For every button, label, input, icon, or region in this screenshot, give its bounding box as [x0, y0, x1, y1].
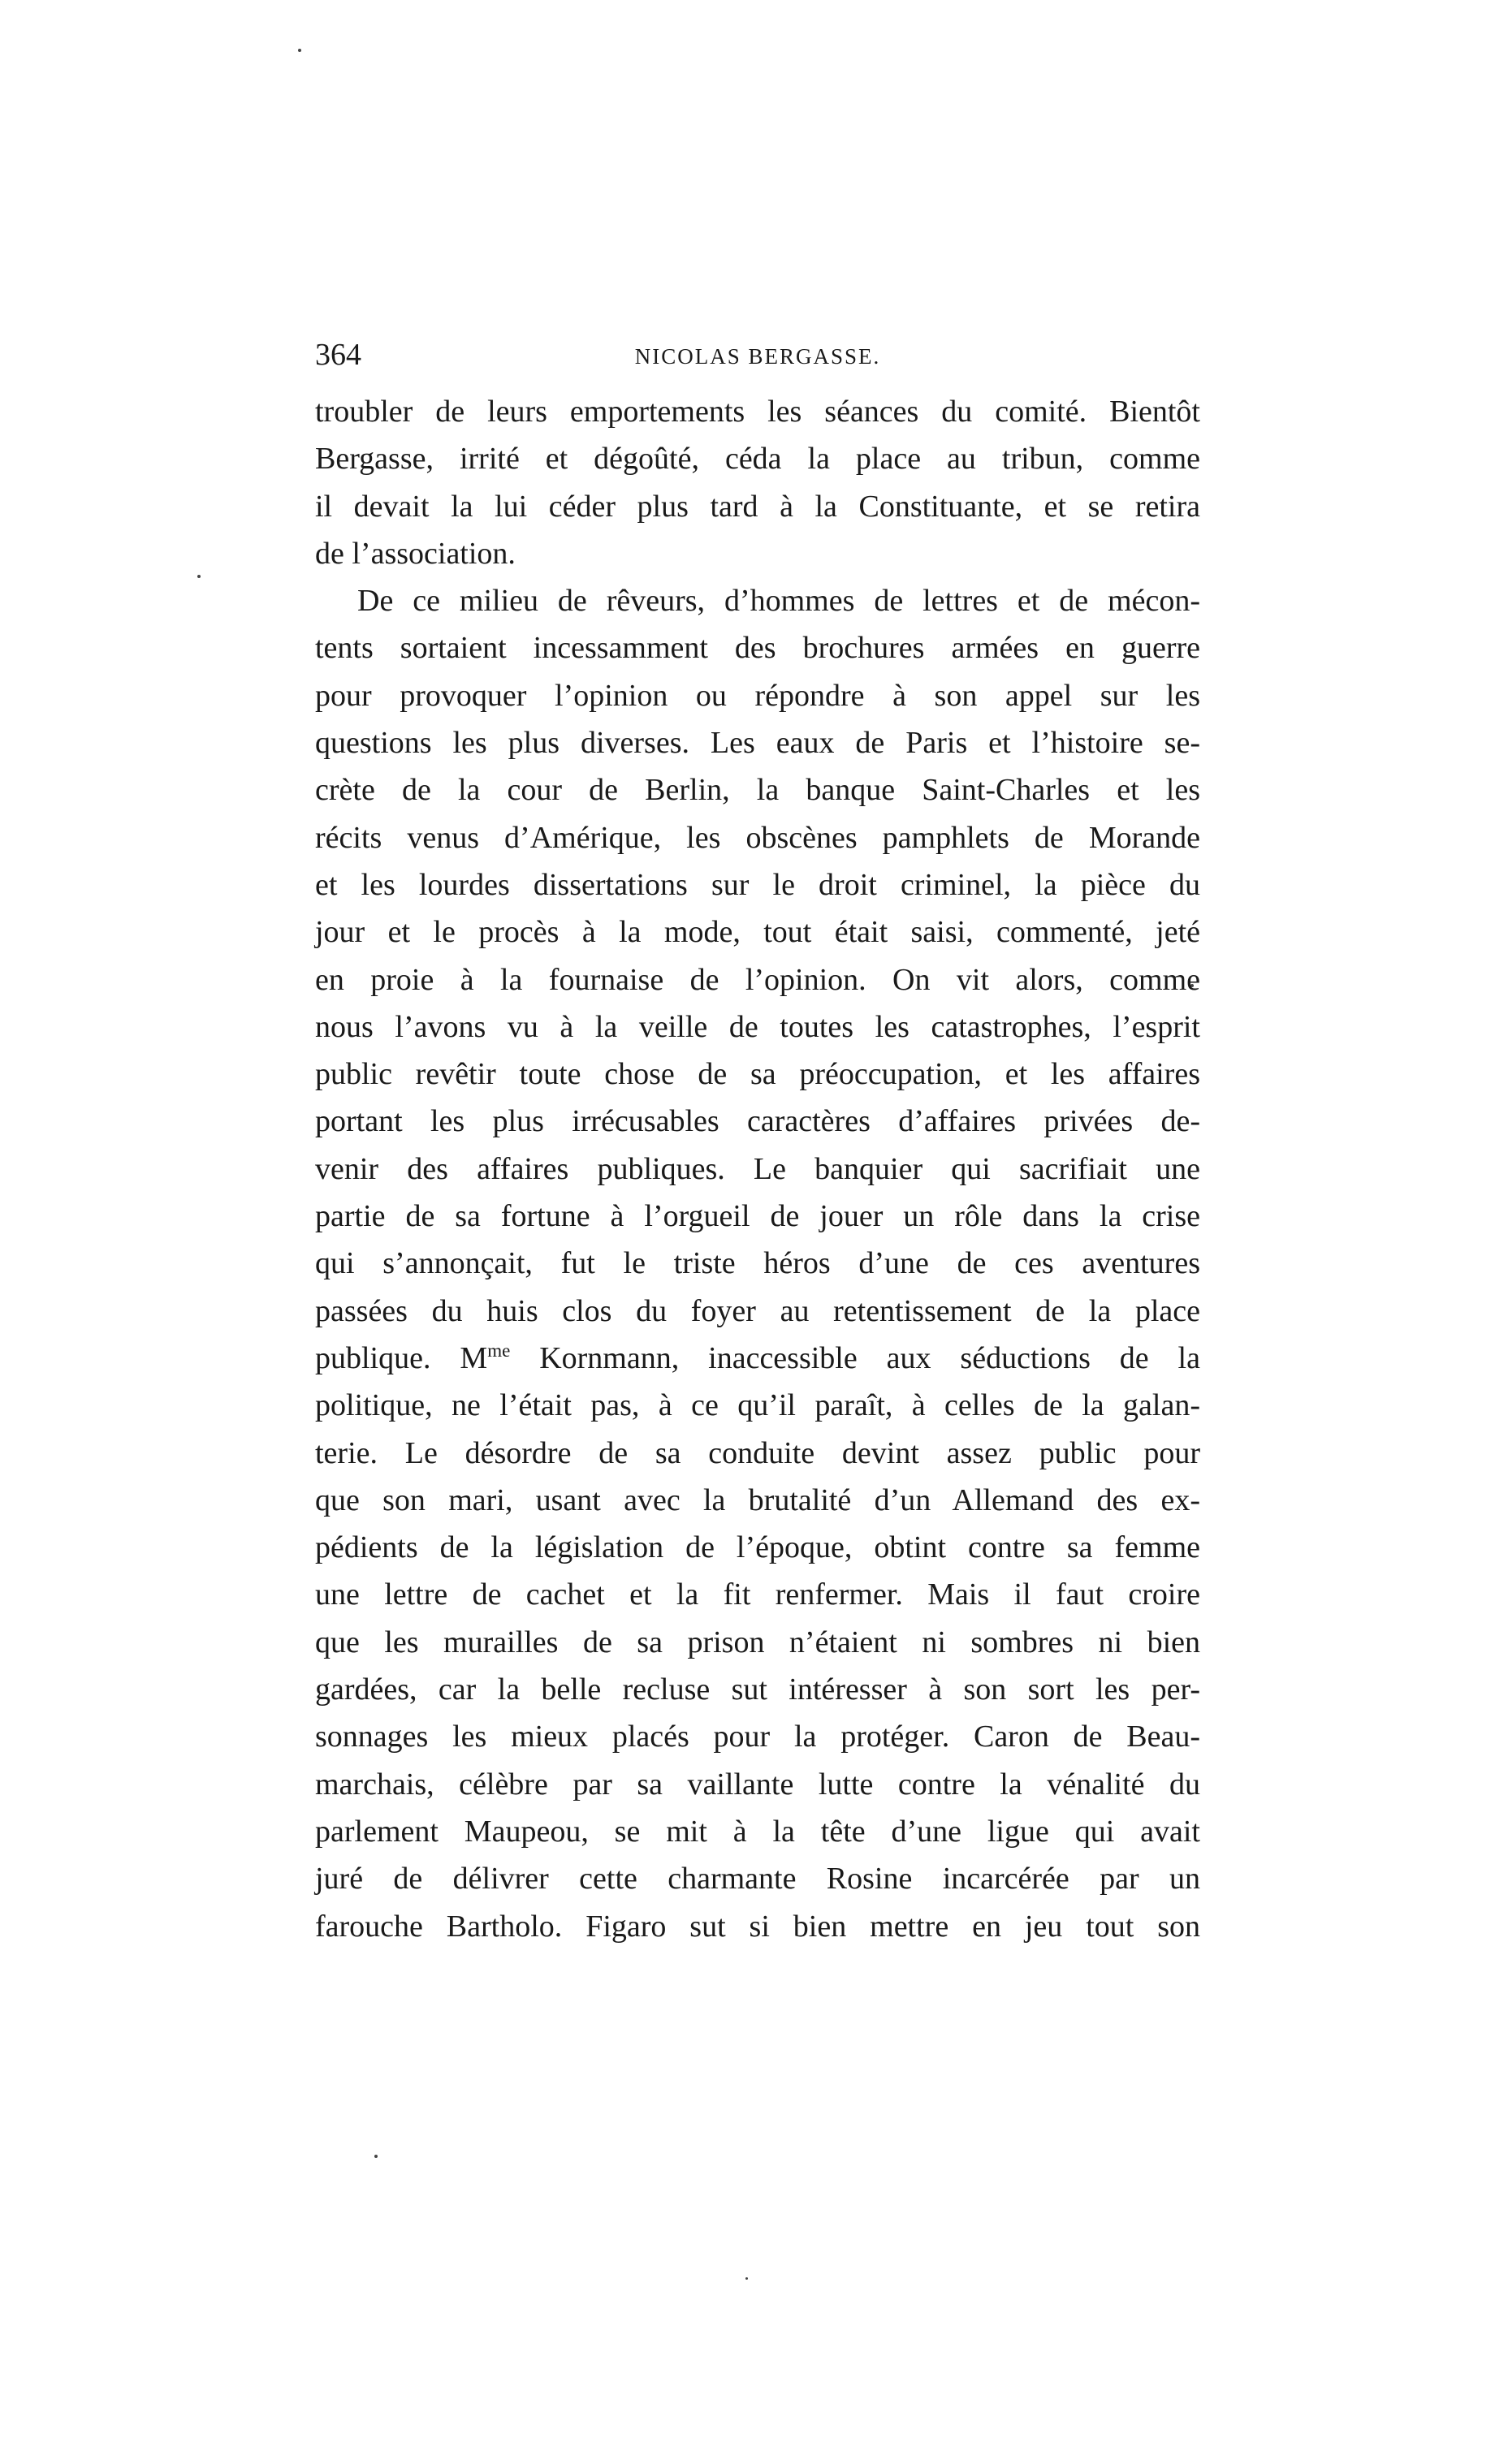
text-line: terie. Le désordre de sa conduite devint assez public pour [315, 1435, 1200, 1470]
text-line: marchais, célèbre par sa vaillante lutte contre la vénalité du [315, 1767, 1200, 1802]
text-line: questions les plus diverses. Les eaux de Paris et l’histoire se- [315, 726, 1200, 761]
text-line: passées du huis clos du foyer au retentissement de la place [315, 1293, 1200, 1328]
text-line: sonnages les mieux placés pour la protéger. Caron de Beau- [315, 1720, 1200, 1754]
text-line: troubler de leurs emportements les séances du comité. Bientôt [315, 395, 1200, 429]
text-line: gardées, car la belle recluse sut intéresser à son sort les per- [315, 1672, 1200, 1707]
page-number: 364 [315, 338, 361, 372]
text-line: crète de la cour de Berlin, la banque Saint-Charles et les [315, 773, 1200, 808]
text-line: pour provoquer l’opinion ou répondre à son appel sur les [315, 678, 1200, 713]
text-line: jour et le procès à la mode, tout était saisi, commenté, jeté [315, 915, 1200, 950]
text-line: Bergasse, irrité et dégoûté, céda la place au tribun, comme [315, 442, 1200, 477]
text-line: récits venus d’Amérique, les obscènes pamphlets de Morande [315, 820, 1200, 855]
text-line: De ce milieu de rêveurs, d’hommes de lettres et de mécon- [357, 584, 1200, 619]
paper-speck [197, 575, 201, 578]
running-head [315, 334, 1200, 375]
text-line: nous l’avons vu à la veille de toutes les catastrophes, l’esprit [315, 1009, 1200, 1044]
text-line: que son mari, usant avec la brutalité d’un Allemand des ex- [315, 1482, 1200, 1517]
paper-speck [374, 2155, 378, 2158]
text-line: et les lourdes dissertations sur le droit criminel, la pièce du [315, 867, 1200, 902]
text-fragment: publique. M [315, 1340, 488, 1375]
text-line [315, 1335, 1200, 1382]
text-line: public revêtir toute chose de sa préoccupation, et les affaires [315, 1057, 1200, 1092]
text-line: portant les plus irrécusables caractères d’affaires privées de- [315, 1104, 1200, 1139]
text-line: politique, ne l’était pas, à ce qu’il paraît, à celles de la galan- [315, 1388, 1200, 1423]
text-line: de l’association. [315, 536, 516, 571]
text-line: que les murailles de sa prison n’étaient ni sombres ni bien [315, 1625, 1200, 1659]
paper-speck [745, 2277, 748, 2280]
text-line: juré de délivrer cette charmante Rosine incarcérée par un [315, 1862, 1200, 1897]
text-line: venir des affaires publiques. Le banquier qui sacrifiait une [315, 1151, 1200, 1186]
text-line: parlement Maupeou, se mit à la tête d’une ligue qui avait [315, 1814, 1200, 1849]
text-fragment: Kornmann, inaccessible aux séductions de la [510, 1340, 1200, 1375]
text-line: qui s’annonçait, fut le triste héros d’une de ces aventures [315, 1246, 1200, 1281]
text-line: il devait la lui céder plus tard à la Constituante, et se retira [315, 489, 1200, 524]
text-line: pédients de la législation de l’époque, obtint contre sa femme [315, 1530, 1200, 1565]
paper-speck [298, 49, 301, 52]
superscript: me [487, 1340, 511, 1361]
text-line: partie de sa fortune à l’orgueil de jouer un rôle dans la crise [315, 1199, 1200, 1234]
running-title: NICOLAS BERGASSE. [634, 344, 881, 369]
text-line: une lettre de cachet et la fit renfermer. Mais il faut croire [315, 1577, 1200, 1612]
text-line: en proie à la fournaise de l’opinion. On vit alors, comme [315, 962, 1200, 997]
text-line: farouche Bartholo. Figaro sut si bien mettre en jeu tout son [315, 1909, 1200, 1944]
body-text [315, 388, 1200, 1950]
text-line: tents sortaient incessamment des brochures armées en guerre [315, 631, 1200, 666]
